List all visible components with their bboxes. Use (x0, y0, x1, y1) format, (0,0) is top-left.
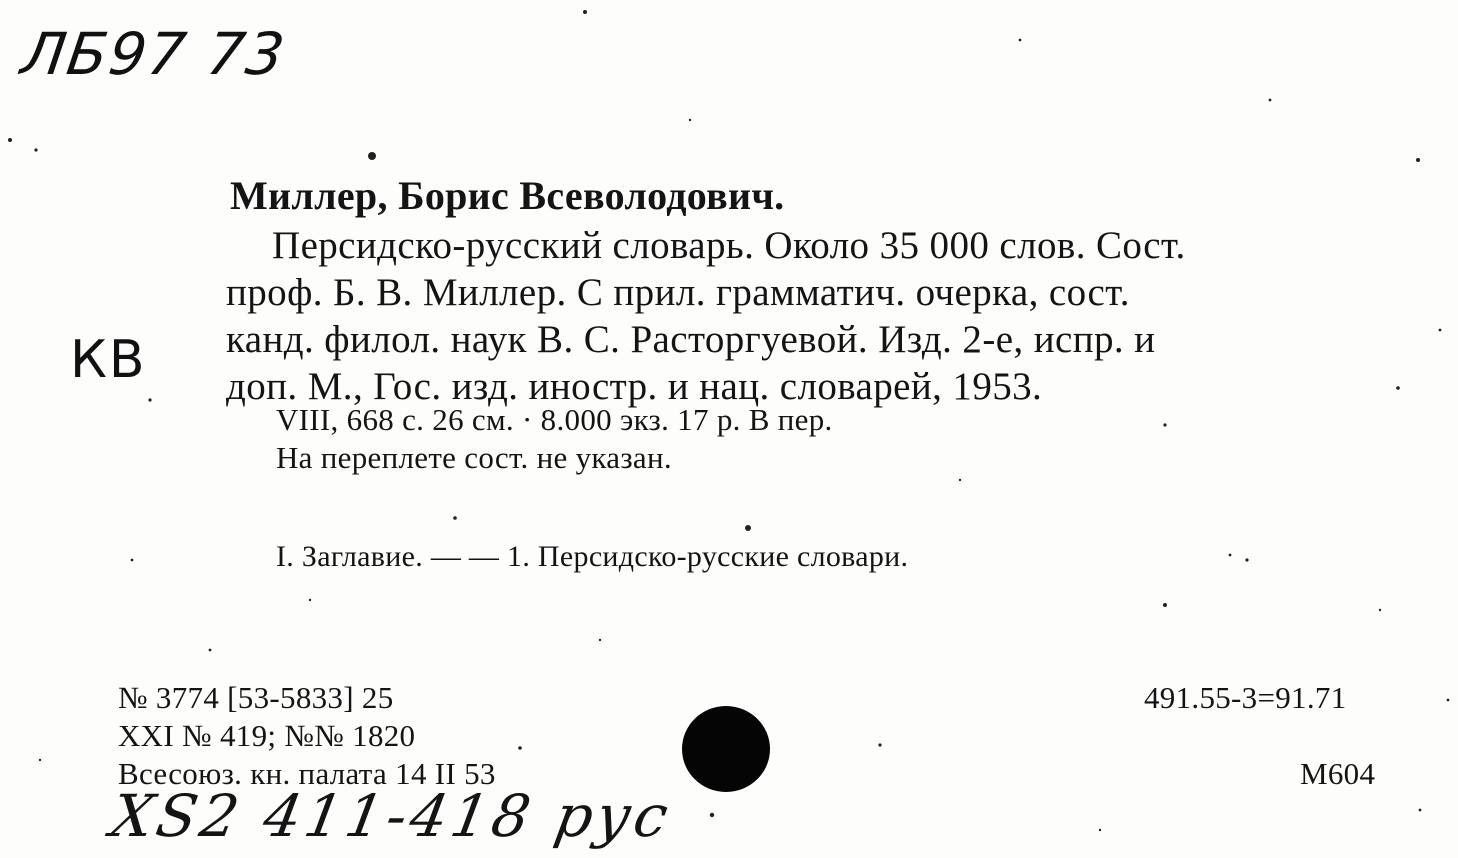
description-line: доп. М., Гос. изд. иностр. и нац. словарей, 1953. (226, 365, 1043, 408)
bibliographic-description (226, 222, 1386, 410)
handwritten-margin-mark: КВ (70, 330, 147, 390)
description-line: канд. филол. наук В. С. Расторгуевой. Изд. 2-е, испр. и (226, 318, 1156, 361)
classification-code: 491.55-3=91.71 (1144, 680, 1347, 715)
tracing-line: I. Заглавие. — — 1. Персидско-русские словари. (276, 540, 909, 573)
series-number: XXI № 419; №№ 1820 (118, 718, 416, 753)
binding-note: На переплете сост. не указан. (276, 440, 672, 475)
handwritten-shelf-mark: ЛБ97 73 (17, 20, 291, 88)
card-punch-hole (682, 706, 770, 792)
handwritten-call-number: ХЅ2 411-418 рус (106, 782, 678, 850)
chamber-stamp-line: Всесоюз. кн. палата 14 II 53 (118, 756, 496, 791)
collation-line: VIII, 668 с. 26 см. · 8.000 экз. 17 р. В пер. (276, 402, 833, 437)
registration-number: № 3774 [53-5833] 25 (118, 680, 394, 715)
author-heading: Миллер, Борис Всеволодович. (230, 173, 785, 218)
description-line: Персидско-русский словарь. Около 35 000 слов. Сост. (272, 224, 1186, 267)
description-line: проф. Б. В. Миллер. С прил. грамматич. очерка, сост. (226, 271, 1130, 314)
author-code: М604 (1300, 756, 1376, 791)
